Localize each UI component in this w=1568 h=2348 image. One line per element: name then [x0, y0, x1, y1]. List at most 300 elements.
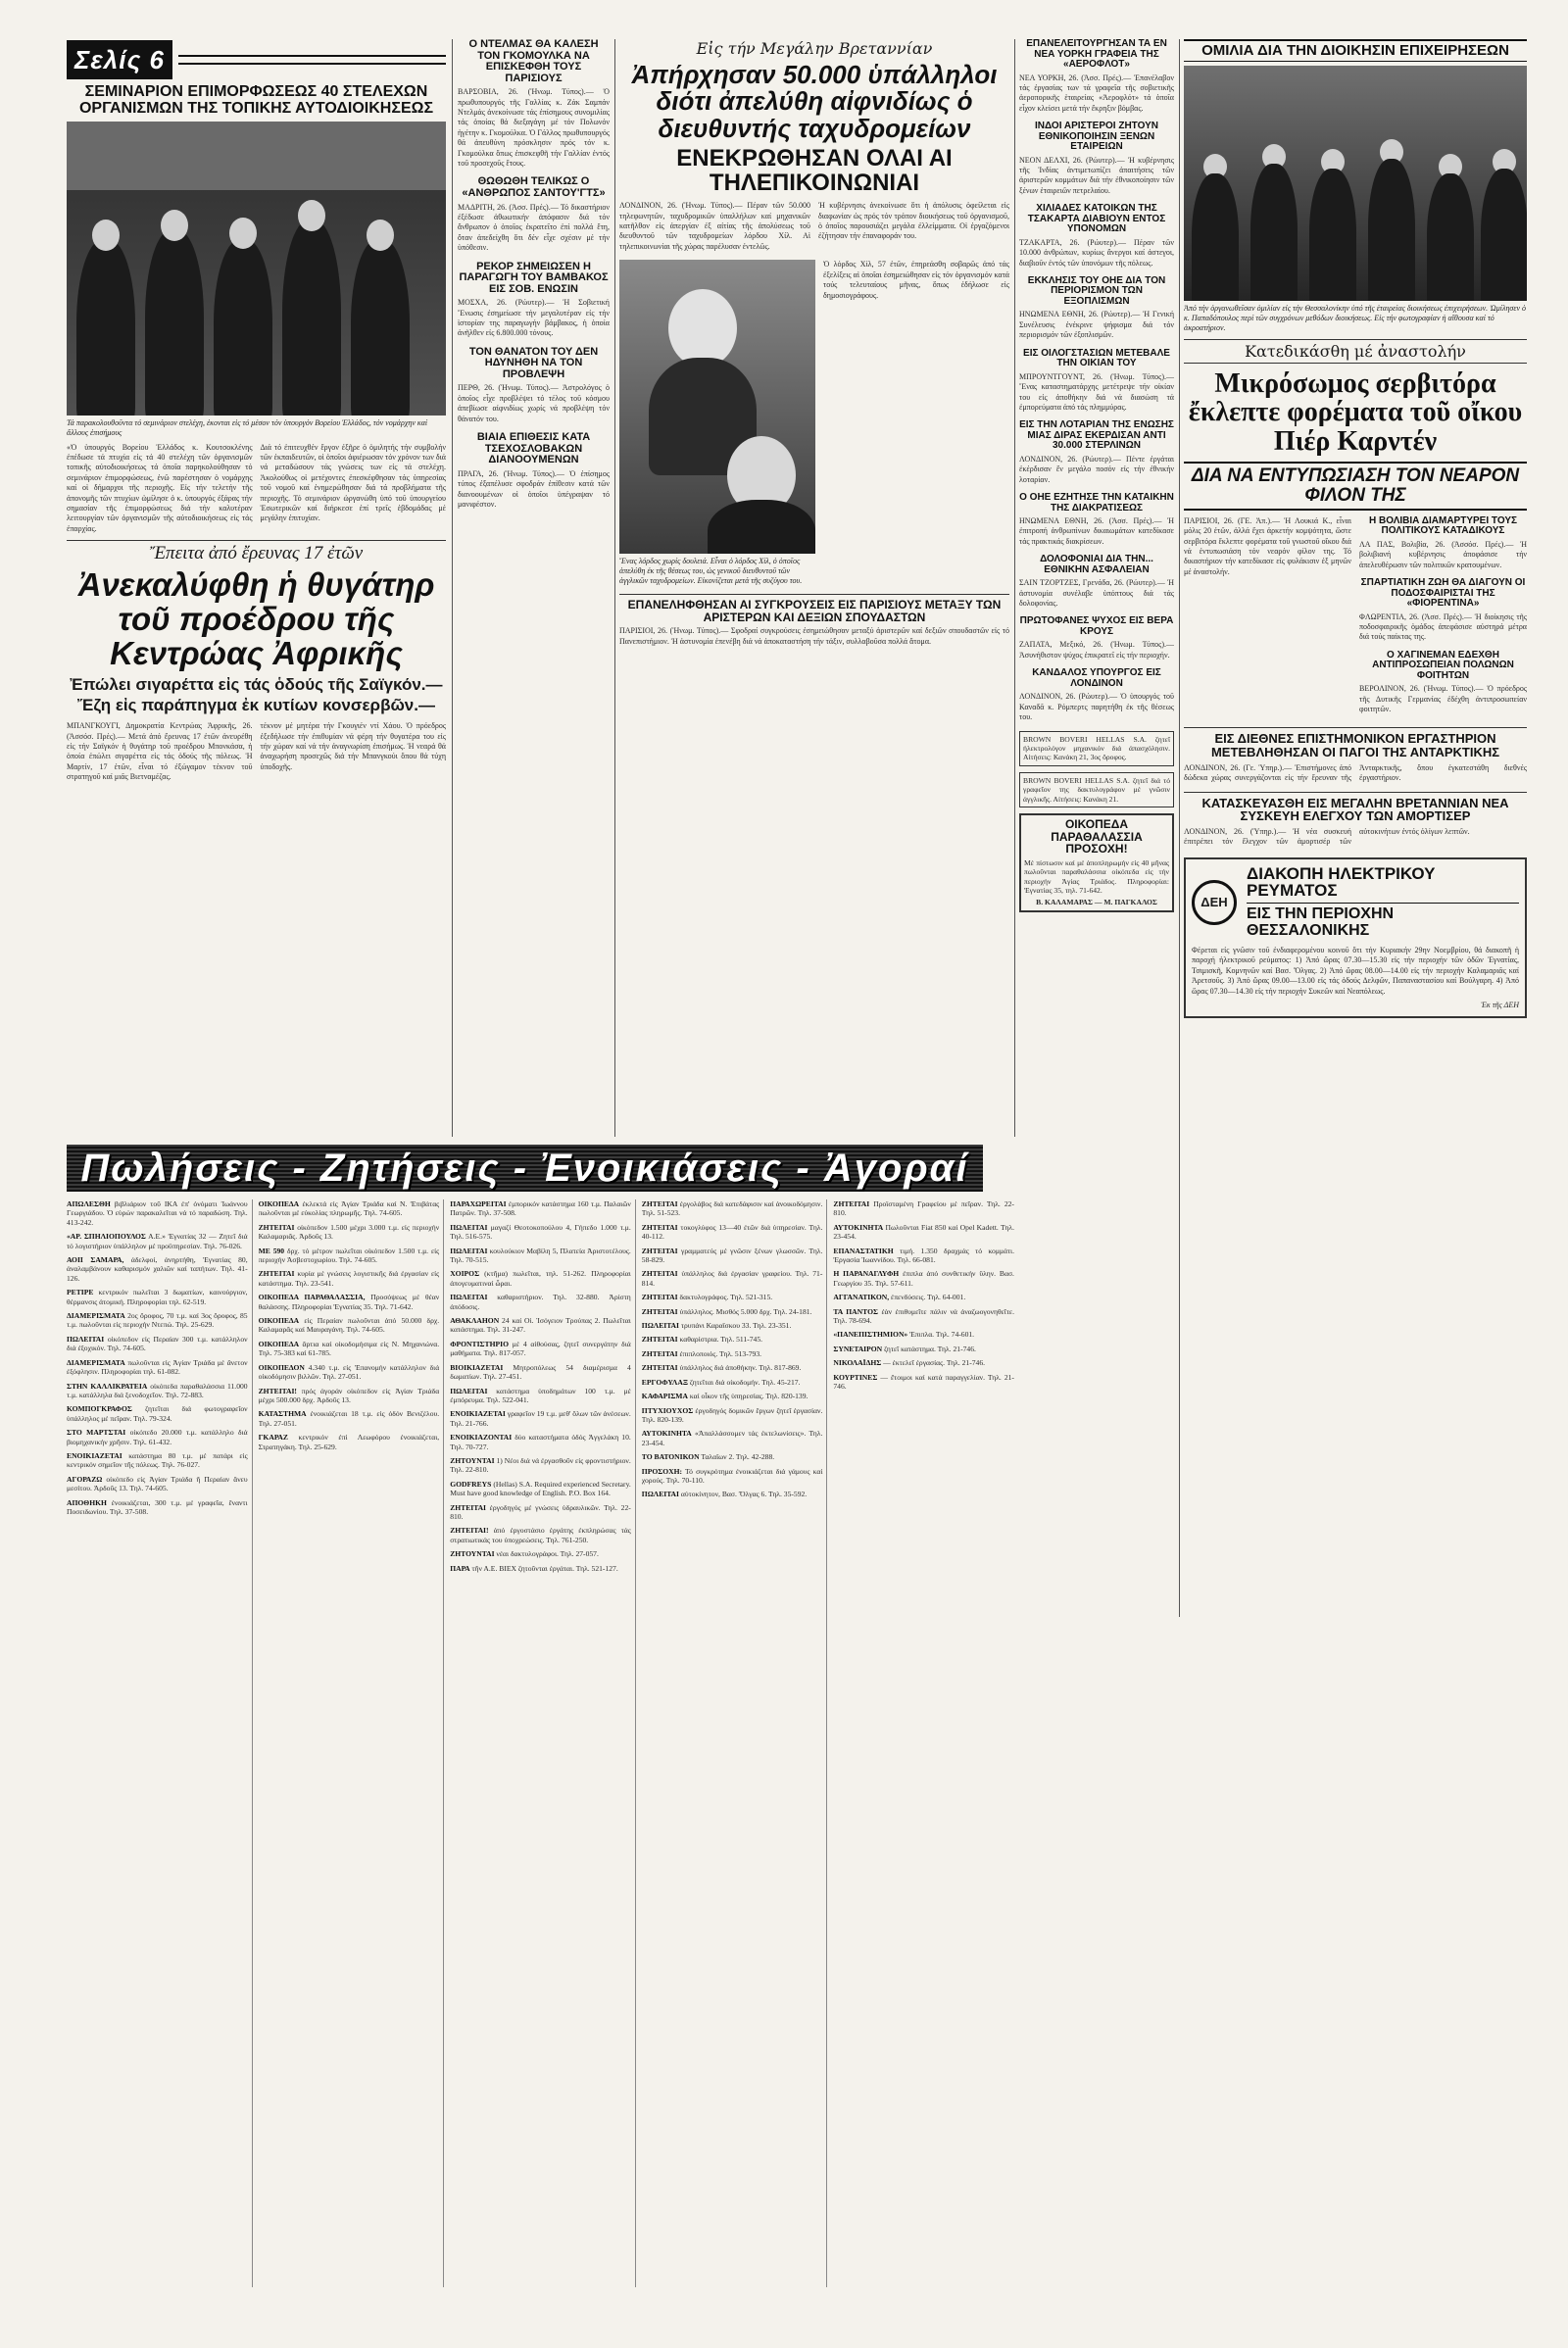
classified-ad	[259, 1223, 440, 1242]
photo-caption: Ἕνας λόρδος χωρίς δουλειά. Εἶναι ὁ λόρδος Χίλ, ὁ ὁποῖος ἀπελύθη ἐκ τῆς θέσεως του, ὡς γενικοῦ διευθυντοῦ τῶν ἀγγλικῶν ταχυδρομείων. Εἰκονίζεται μετά τῆς συζύγου του.	[619, 557, 803, 586]
article-body: ΠΕΡΘ, 26. (Ἠνωμ. Τύπος).— Ἀστρολόγος ὁ ὁποῖος εἶχε προβλέψει τό τέλος τοῦ κόσμου ἀπεβίωσε αἰφνιδίως χωρίς νά προβλέψη τόν θάνατόν του.	[458, 383, 610, 423]
seminar-photo	[67, 122, 446, 416]
classified-ad	[642, 1452, 823, 1461]
classified-ad-text: δρχ. τό μέτρον πωλεῖται οἰκόπεδον 1.500 τ.μ. εἰς περιοχήν Ἀσβεστοχωρίου. Τηλ. 74-605.	[258, 1246, 440, 1265]
classified-ad	[450, 1340, 631, 1358]
headline: ΕΙΣ ΟΙΛΟΓΣΤΑΣΙΩΝ ΜΕΤΕΒΑΛΕ ΤΗΝ ΟΙΚΙΑΝ ΤΟΥ	[1023, 347, 1170, 369]
classified-ad-text: ζητεῖται διά φωτογραφεῖον ὑπάλληλος μέ πεῖραν. Τηλ. 79-324.	[67, 1404, 248, 1423]
classifieds-column	[259, 1199, 445, 2287]
classified-ad	[450, 1223, 631, 1242]
classified-ad	[259, 1409, 440, 1428]
classified-ad	[67, 1382, 248, 1400]
article-body: ΗΝΩΜΕΝΑ ΕΘΝΗ, 26. (Ρώυτερ).— Ἡ Γενική Συνέλευσις ἐνέκρινε ψήφισμα διά τόν περιορισμόν τῶν ἐξοπλισμῶν.	[1019, 310, 1174, 340]
column-rule	[614, 39, 615, 1137]
classified-ad	[833, 1307, 1014, 1326]
classified-ad-lead: ΖΗΤΕΙΤΑΙ!	[450, 1526, 489, 1536]
classified-ad-lead: ΕΠΑΝΑΣΤΑΤΙΚΗ	[833, 1246, 894, 1255]
headline: ΠΡΩΤΟΦΑΝΕΣ ΨΥΧΟΣ ΕΙΣ ΒΕΡΑ ΚΡΟΥΣ	[1019, 615, 1174, 637]
classified-ad: BROWN BOVERI HELLAS S.A. ζητεῖ διά τό γραφεῖον της δακτυλογράφον μέ γνῶσιν ἀγγλικῆς. Αἰτήσεις: Κανάκη 21.	[1023, 775, 1170, 804]
classified-ad-text: ζητεῖ κατάστημα. Τηλ. 21-746.	[882, 1344, 976, 1353]
classified-ad-lead: Η ΠΑΡΑΝΑΓΛΥΦΗ	[833, 1269, 900, 1279]
classified-ad-text: ἄρτια καί οἰκοδομήσιμα εἰς Ν. Μηχανιώνα. Τηλ. 75-383 καί 61-785.	[258, 1339, 440, 1358]
classified-ad-lead: ΠΡΟΣΟΧΗ:	[641, 1466, 683, 1476]
classified-ad	[642, 1392, 823, 1400]
classified-ad-text: γραφεῖον 19 τ.μ. μεθ' ὅλων τῶν ἀνέσεων. Τηλ. 21-766.	[450, 1409, 631, 1428]
headline: ΕΚΚΛΗΣΙΣ ΤΟΥ ΟΗΕ ΔΙΑ ΤΟΝ ΠΕΡΙΟΡΙΣΜΟΝ ΤΩΝ ΕΞΟΠΛΙΣΜΩΝ	[1027, 274, 1166, 307]
headline: ΔΟΛΟΦΟΝΙΑΙ ΔΙΑ ΤΗΝ... ΕΘΝΙΚΗΝ ΑΣΦΑΛΕΙΑΝ	[1040, 554, 1153, 575]
classified-ad-text: βιβλιάριον τοῦ ΙΚΑ ἐπ' ὀνόματι Ἰωάννου Γεωργιάδου. Ὁ εὑρών παρακαλεῖται νά τό παραδώση. Τηλ. 413-242.	[67, 1199, 248, 1227]
classified-ad	[642, 1199, 823, 1218]
classified-ad-text: «Ἀπαλλάσσομεν τάς ἐκτελωνίσεις». Τηλ. 23-454.	[641, 1429, 823, 1447]
classified-ad	[67, 1288, 248, 1306]
classified-ad: Μέ πίστωσιν καί μέ ἀποπληρωμήν εἰς 40 μῆνας πωλοῦνται παραθαλάσσια οἰκόπεδα εἰς τήν περιοχήν Ἁγίας Τριάδος. Πληροφορίαι: Ἐγνατίας 35, τηλ. 71-642.	[1024, 857, 1169, 895]
classified-ad-lead: ΠΑΡΑΧΩΡΕΙΤΑΙ	[450, 1199, 507, 1208]
classified-ad-text: νέαι δακτυλογράφοι. Τηλ. 27-057.	[494, 1549, 599, 1559]
headline-main: Ἀνεκαλύφθη ἡ θυγάτηρ τοῦ προέδρου τῆς Κεντρώας Ἀφρικῆς	[77, 566, 435, 671]
classified-ad-lead: ΑΟΙΙ ΣΑΜΑΡΑ,	[67, 1255, 124, 1265]
classified-ad-lead: ΚΟΥΡΤΙΝΕΣ	[833, 1372, 878, 1382]
classified-ad-text: ἀδελφοί, ἀνηρτήθη, Ἐγνατίας 80, ἀναλαμβάνουν καθαρισμόν χαλιῶν καί ταπήτων. Τηλ. 41-126.	[67, 1255, 248, 1283]
classified-ad-lead: ΤΟ ΒΑΤΟΝΙΚΟΝ	[641, 1452, 700, 1462]
headline-lecture: ΟΜΙΛΙΑ ΔΙΑ ΤΗΝ ΔΙΟΙΚΗΣΙΝ ΕΠΙΧΕΙΡΗΣΕΩΝ	[1184, 39, 1527, 62]
classified-ad-lead: ΖΗΤΕΙΤΑΙ	[641, 1335, 678, 1345]
classified-ad-text: κεντρικόν ἐπί Λεωφόρου ἐνοικιάζεται, Στρατηγάκη. Τηλ. 25-629.	[258, 1433, 440, 1451]
classified-ad	[642, 1467, 823, 1486]
classified-ad-text: ἐπιπλα ἀπό συνθετικήν ὕλην. Βασ. Γεωργίου 35. Τηλ. 57-611.	[833, 1269, 1014, 1288]
kicker: Εἰς τήν Μεγάλην Βρεταννίαν	[696, 39, 933, 58]
article-body: ΠΑΡΙΣΙΟΙ, 26. (Ἠνωμ. Τύπος).— Σφοδραί συγκρούσεις ἐσημειώθησαν μεταξύ ἀριστερῶν καί δεξιῶν σπουδαστῶν εἰς τό Πανεπιστήμιον. Ἡ ἀστυνομία ἐπενέβη διά νά ἀποκαταστήση τήν τάξιν, συλλαβοῦσα πολλά ἄτομα.	[619, 626, 1009, 646]
kicker: Κατεδικάσθη μέ ἀναστολήν	[1184, 339, 1527, 364]
headline: ΘΩΘΩΘΗ ΤΕΛΙΚΩΣ Ο «ΑΝΘΡΩΠΟΣ ΣΑΝΤΟΥ'ΓΤΣ»	[462, 175, 606, 199]
classified-ad-lead: ΣΤΟ ΜΑΡΤΣΤΑΙ	[67, 1428, 126, 1438]
headline: ΣΠΑΡΤΙΑΤΙΚΗ ΖΩΗ ΘΑ ΔΙΑΓΟΥΝ ΟΙ ΠΟΔΟΣΦΑΙΡΙΣΤΑΙ ΤΗΣ «ΦΙΟΡΕΝΤΙΝΑ»	[1360, 577, 1526, 610]
classified-ad	[259, 1387, 440, 1405]
article-body: ΤΖΑΚΑΡΤΑ, 26. (Ρώυτερ).— Πέραν τῶν 10.000 ἀνθρώπων, κυρίως ἄνεργοι καί ἀστεγοι, διαβιοῦν ἐντός τῶν ὑπονόμων τῆς πόλεως.	[1019, 237, 1174, 268]
classified-ad	[642, 1269, 823, 1288]
headline: ΚΑΝΔΑΛΟΣ ΥΠΟΥΡΓΟΣ ΕΙΣ ΛΟΝΔΙΝΟΝ	[1032, 667, 1161, 689]
classified-ad-lead: ΚΑΤΑΣΤΗΜΑ	[258, 1409, 307, 1419]
column-5	[1184, 39, 1527, 2323]
classified-ad-text: ἐπιπλοποιός. Τηλ. 513-793.	[677, 1348, 762, 1358]
classified-ad	[642, 1293, 823, 1301]
classified-ad-lead: ΖΗΤΕΙΤΑΙ	[833, 1199, 870, 1208]
classified-ad-lead: «ΑΡ. ΣΠΗΛΙΟΠΟΥΛΟΣ	[67, 1232, 146, 1242]
classified-ad	[259, 1433, 440, 1451]
subheadline: Ἐπώλει σιγαρέττα εἰς τάς ὁδούς τῆς Σαϊγκόν.— Ἔζη εἰς παράπηγμα ἐκ κυτίων κονσερβῶν.—	[70, 675, 443, 715]
classified-ad	[67, 1255, 248, 1283]
classified-ad-lead: ΟΙΚΟΠΕΔΑ ΠΑΡΑΘΑΛΑΣΣΙΑ,	[258, 1293, 366, 1302]
article-body: ΛΟΝΔΙΝΟΝ, 26. (Γε. Ὑπηρ.).— Ἐπιστήμονες ἀπό δώδεκα χώρας συνεργάζονται εἰς τήν ἔρευναν τῆς Ἀνταρκτικῆς, ὅπου ἐγκατεστάθη διεθνές ἐργαστήριον.	[1184, 762, 1527, 783]
photo-caption: Τά παρακολουθοῦντα τό σεμινάριον στελέχη, ἐκονται εἰς τό μέσον τόν ὑπουργόν Βορείου Ἑλλάδος, τόν νομάρχην καί ἄλλους ἐπισήμους	[67, 417, 428, 437]
classified-ad-text: 1) Νέοι διά νά ἐργασθοῦν εἰς φροντιστήριον. Τηλ. 22-810.	[450, 1455, 631, 1475]
classified-ad	[450, 1387, 631, 1405]
classified-ad-lead: ΖΗΤΕΙΤΑΙ	[641, 1246, 678, 1255]
classified-ad-lead: ΟΙΚΟΠΕΔΟΝ	[258, 1362, 305, 1372]
headline: Ο ΧΑΓΙΝΕΜΑΝ ΕΔΕΧΘΗ ΑΝΤΙΠΡΟΣΩΠΕΙΑΝ ΠΟΛΩΝΩΝ ΦΟΙΤΗΤΩΝ	[1372, 649, 1514, 681]
classified-ad	[450, 1316, 631, 1335]
classified-ad-text: 2ος ὄροφος, 70 τ.μ. καί 3ος ὄροφος, 85 τ.μ. πωλοῦνται εἰς περιοχήν Ντεπώ. Τηλ. 25-629.	[67, 1311, 248, 1330]
classified-ad-text: κουλούκιον Μαβίλη 5, Πλατεία Ἀριστοτέλους. Τηλ. 70-515.	[450, 1246, 631, 1265]
classified-ad-text: καθαρίστρια. Τηλ. 511-745.	[677, 1335, 763, 1345]
classified-ad-lead: ΖΗΤΟΥΝΤΑΙ	[450, 1455, 495, 1465]
classified-box	[1019, 772, 1174, 807]
column-2	[458, 39, 610, 1137]
classified-ad-text: ἀπό ἐργοστάσιο ἐργάτης ἐκπληρώσας τάς στρατιωτικάς του ὑποχρεώσεις. Τηλ. 761-250.	[450, 1526, 631, 1544]
classified-ad-lead: ΕΡΓΟΦΥΛΑΞ	[641, 1377, 688, 1387]
headline-waitress: Μικρόσωμος σερβιτόρα ἔκλεπτε φορέματα τοῦ οἴκου Πιέρ Καρντέν	[1188, 367, 1523, 457]
classified-ad-lead: ΖΗΤΕΙΤΑΙ	[258, 1269, 295, 1279]
headline-telecom: ΕΝΕΚΡΩΘΗΣΑΝ ΟΛΑΙ ΑΙ ΤΗΛΕΠΙΚΟΙΝΩΝΙΑΙ	[676, 144, 953, 197]
classified-ad	[642, 1223, 823, 1242]
classified-ad-text: μαγαζί Θεοτοκοπούλου 4, Γήπεδο 1.000 τ.μ. Τηλ. 516-575.	[450, 1222, 631, 1242]
classified-ad	[642, 1378, 823, 1387]
headline-seminar: ΣΕΜΙΝΑΡΙΟΝ ΕΠΙΜΟΡΦΩΣΕΩΣ 40 ΣΤΕΛΕΧΩΝ ΟΡΓΑΝΙΣΜΩΝ ΤΗΣ ΤΟΠΙΚΗΣ ΑΥΤΟΔΙΟΙΚΗΣΕΩΣ	[78, 83, 434, 117]
headline: ΙΝΔΟΙ ΑΡΙΣΤΕΡΟΙ ΖΗΤΟΥΝ ΕΘΝΙΚΟΠΟΙΗΣΙΝ ΞΕΝΩΝ ΕΤΑΙΡΕΙΩΝ	[1035, 121, 1158, 153]
classified-ad-lead: ΑΓΟΡΑΖΩ	[67, 1474, 103, 1484]
article-body: ΜΟΣΧΑ, 26. (Ρώυτερ).— Ἡ Σοβιετική Ἕνωσις ἐσημείωσε τήν μεγαλυτέραν εἰς τήν ἱστορίαν της παραγωγήν βάμβακος, ἡ ὁποία ἀνῆλθεν εἰς 6.800.000 τόνους.	[458, 298, 610, 338]
article-body: ΜΑΔΡΙΤΗ, 26. (Ἀσσ. Πρές).— Τό δικαστήριον ἐξέδωσε ἀθωωτικήν ἀπόφασιν διά τόν ἄνθρωπον ὁ ὁποῖος ἐκρατεῖτο ἐπί πολλά ἔτη, ὅταν ἀπεδείχθη ὅτι δέν εἶχε σχέσιν μέ τήν ὑπόθεσιν.	[458, 202, 610, 253]
article-body: ΜΠΑΝΓΚΟΥΓΙ, Δημοκρατία Κεντρώας Ἀφρικῆς, 26. (Ἀσσόσ. Πρές).— Μετά ἀπό ἔρευνας 17 ἐτῶν ἀνευρέθη εἰς τήν Σαϊγκόν ἡ θυγάτηρ τοῦ προέδρου Μπονκάσα, ἡ ὁποία ἐπώλει σιγαρέττα εἰς τάς ὁδούς τῆς πόλεως. Ἡ Μαρτίν, 17 ἐτῶν, εἶναι τό ἐξώγαμον τέκνον τοῦ στρατηγοῦ καί μιᾶς Βιετναμέζας.	[67, 721, 253, 782]
lightning-logo-icon	[1192, 880, 1237, 925]
classified-ad-text: — ἔτοιμοι καί κατά παραγγελίαν. Τηλ. 21-746.	[833, 1372, 1014, 1392]
classified-ad	[642, 1321, 823, 1330]
article-body: ΗΝΩΜΕΝΑ ΕΘΝΗ, 26. (Ἀσσ. Πρές).— Ἡ ἐπιτροπή ἀνθρωπίνων δικαιωμάτων κατεδίκασε τάς πρακτικάς διακρίσεων.	[1019, 516, 1174, 546]
classified-ad-text: τοκογλύφος 13—40 ἐτῶν διά ὑπηρεσίαν. Τηλ. 40-112.	[641, 1222, 823, 1242]
classified-ad-text: ἐργοδηγός μέ γνώσεις ὑδραυλικῶν. Τηλ. 22-810.	[450, 1502, 631, 1521]
classified-ad-lead: ΣΤΗΝ ΚΑΛΛΙΚΡΑΤΕΙΑ	[67, 1381, 148, 1391]
classified-ad-lead: ΦΡΟΝΤΙΣΤΗΡΙΟ	[450, 1339, 509, 1348]
classified-ad-lead: ΖΗΤΕΙΤΑΙ	[641, 1293, 678, 1302]
classified-ad-lead: ΖΗΤΕΙΤΑΙ	[641, 1363, 678, 1373]
headline: ΤΟΝ ΘΑΝΑΤΟΝ ΤΟΥ ΔΕΝ ΗΔΥΝΗΘΗ ΝΑ ΤΟΝ ΠΡΟΒΛΕΨΗ	[468, 345, 599, 380]
classified-ad-lead: ΑΓΓΑΝΑΤΙΚΟΝ,	[833, 1293, 890, 1302]
classified-ad	[642, 1247, 823, 1265]
column-3	[619, 39, 1009, 1137]
classified-ad-text: δακτυλογράφος. Τηλ. 521-315.	[677, 1293, 773, 1302]
classified-ad-lead: ΚΑΦΑΡΙΣΜΑ	[641, 1392, 688, 1401]
classified-ad	[259, 1363, 440, 1382]
classified-ad-text: πρός ἀγοράν οἰκόπεδον εἰς Ἀγίαν Τριάδα μέχρι 500.000 δρχ. Ἀρδοῦς 13.	[258, 1386, 440, 1404]
classified-ad-text: οἰκόπεδα παραθαλάσσια 11.000 τ.μ. κατάλληλα διά ξενοδοχεῖον. Τηλ. 72-883.	[67, 1381, 248, 1399]
kicker: Ἔπειτα ἀπό ἔρευνας 17 ἐτῶν	[149, 543, 364, 564]
classified-ad-text: (Hellas) S.A. Required experienced Secretary. Must have good knowledge of English. P.O. Box 164.	[450, 1479, 631, 1498]
classified-ad-text: ζητεῖται διά οἰκοδομήν. Τηλ. 45-217.	[687, 1377, 801, 1387]
classified-ad-lead: ΑΠΩΛΕΣΘΗ	[67, 1199, 111, 1208]
classified-ad-lead: ΣΥΝΕΤΑΙΡΟΝ	[833, 1344, 883, 1353]
article-body: Ἡ κυβέρνησις ἀνεκοίνωσε ὅτι ἡ ἀπόλυσις ὀφείλεται εἰς διαφωνίαν ὡς πρός τόν τρόπον διοικήσεως τοῦ ὀργανισμοῦ, ὁ ὁποῖος παρουσιάζει μεγάλα ἐλλείμματα. Οἱ ἐργαζόμενοι ἐζήτησαν τήν ἐπαναφοράν του.	[818, 201, 1009, 241]
classified-ad	[67, 1428, 248, 1446]
article-body: Διά τό ἐπιτευχθέν ἔργον ἐξῆρε ὁ ὁμιλητής τήν συμβολήν τῶν ἐκπαιδευτῶν, οἱ ὁποῖοι ἀφιέρωσαν τόν χρόνον των διά νά μεταδώσουν τάς γνώσεις των εἰς τά στελέχη. Ἀκολούθως οἱ μετέχοντες ἐπεσκέφθησαν τάς ὑπηρεσίας τοῦ νομοῦ καί ἐνημερώθησαν διά τά προβλήματα τῆς περιοχῆς. Τό σεμινάριον ὠργανώθη ὑπό τοῦ ὑπουργείου Ἐσωτερικῶν καί διήρκεσε ἐπί τρεῖς ἑβδομάδας μέ μεγάλην ἐπιτυχίαν.	[260, 442, 446, 523]
headline-shock-absorber: ΚΑΤΑΣΚΕΥΑΣΘΗ ΕΙΣ ΜΕΓΑΛΗΝ ΒΡΕΤΑΝΝΙΑΝ ΝΕΑ ΣΥΣΚΕΥΗ ΕΛΕΓΧΟΥ ΤΩΝ ΑΜΟΡΤΙΣΕΡ	[1184, 792, 1527, 823]
article-body: ΛΟΝΔΙΝΟΝ, 26. (Ρώυτερ).— Πέντε ἐργάται ἐκέρδισαν ἕν μεγάλο ποσόν εἰς τήν ἐθνικήν λοταρίαν.	[1019, 454, 1174, 484]
article-body: ΝΕΑ ΥΟΡΚΗ, 26. (Ἀσσ. Πρές).— Ἐπανέλαβον τάς ἐργασίας των τά γραφεῖα τῆς σοβιετικῆς ἀεροπορικῆς ἑταιρείας «Ἀεροφλότ» τά ὁποῖα εἶχον κλείσει μετά τήν ἔκρηξιν βόμβας.	[1019, 73, 1174, 113]
headline-antarctic: ΕΙΣ ΔΙΕΘΝΕΣ ΕΠΙΣΤΗΜΟΝΙΚΟΝ ΕΡΓΑΣΤΗΡΙΟΝ ΜΕΤΕΒΛΗΘΗΣΑΝ ΟΙ ΠΑΓΟΙ ΤΗΣ ΑΝΤΑΡΚΤΙΚΗΣ	[1210, 731, 1500, 760]
article-body: ΛΟΝΔΙΝΟΝ, 26. (Ρώυτερ).— Ὁ ὑπουργός τοῦ Καναδᾶ κ. Ρόμπερτς παρητήθη ἐκ τῆς θέσεως του.	[1019, 692, 1174, 722]
classified-box	[1019, 813, 1174, 912]
column-4	[1019, 39, 1174, 1823]
headline: ΧΙΛΙΑΔΕΣ ΚΑΤΟΙΚΩΝ ΤΗΣ ΤΣΑΚΑΡΤΑ ΔΙΑΒΙΟΥΝ ΕΝΤΟΣ ΥΠΟΝΟΜΩΝ	[1027, 203, 1166, 235]
notice-title: ΔΙΑΚΟΠΗ ΗΛΕΚΤΡΙΚΟΥ ΡΕΥΜΑΤΟΣ	[1247, 863, 1436, 901]
classified-ad-lead: ΠΑΡΑ	[450, 1563, 470, 1573]
classified-ad-text: (κτῆμα) πωλεῖται, τηλ. 51-262. Πληροφορίαι ἀπογευματιναί ὧραι.	[450, 1269, 631, 1288]
classified-ad-text: ὑπάλληλος. Μισθός 5.000 δρχ. Τηλ. 24-181.	[677, 1306, 812, 1316]
classified-ad	[450, 1269, 631, 1288]
classified-ad-lead: ΑΠΟΘΗΚΗ	[67, 1497, 107, 1507]
classified-ad	[833, 1293, 1014, 1301]
classified-ad	[67, 1311, 248, 1330]
classified-ad	[642, 1363, 823, 1372]
classified-ad-text: Προϊσταμένη Γραφείου μέ πεῖραν. Τηλ. 22-810.	[833, 1199, 1014, 1218]
classified-ad-lead: ΟΙΚΟΠΕΔΑ	[258, 1339, 300, 1348]
classifieds-column	[450, 1199, 636, 2287]
classified-ad	[642, 1406, 823, 1425]
article-body: ΛΟΝΔΙΝΟΝ, 26. (Ἠνωμ. Τύπος).— Πέραν τῶν 50.000 τηλεφωνητῶν, ταχυδρομικῶν ὑπαλλήλων καί μηχανικῶν κατῆλθον εἰς ἀπεργίαν ἐξ αἰτίας τῆς ἀπολύσεως τοῦ διευθυντοῦ τῶν ταχυδρομείων λόρδου Χίλ. Αἱ τηλεπικοινωνίαι τῆς χώρας παρέλυσαν ἐντελῶς.	[619, 201, 810, 251]
classified-ad-text: κατάστημα ὑποδημάτων 100 τ.μ. μέ ἐμπόρευμα. Τηλ. 522-041.	[450, 1386, 631, 1404]
classified-ad-text: μέ 4 αἰθούσας, ζητεῖ συνεργάτην διά μαθήματα. Τηλ. 817-057.	[450, 1339, 631, 1358]
classified-ad-text: τιμή. 1.350 δραχμάς τό κομμάτι. Ἐργασία Ἰωαννίδου. Τηλ. 66-081.	[833, 1246, 1014, 1265]
article-body: ΝΕΟΝ ΔΕΛΧΙ, 26. (Ρώυτερ).— Ἡ κυβέρνησις τῆς Ἰνδίας ἀντιμετωπίζει ἀπαιτήσεις τῶν ἀριστερῶν κομμάτων διά τήν ἐθνικοποίησιν τῶν ξένων ἑταιρειῶν πετρελαίου.	[1019, 155, 1174, 195]
article-body: «Ὁ ὑπουργός Βορείου Ἑλλάδος κ. Κουτσοκλένης ἐπέδωσε τά πτυχία εἰς τά 40 στελέχη τῶν ὀργανισμῶν τοπικῆς αὐτοδιοικήσεως τά ὁποῖα παρηκολούθησαν τό σεμινάριον ἐπιμορφώσεως, ἐνῶ παρέστησαν ὁ νομάρχης καί οἱ δήμαρχοι τῆς περιοχῆς. Εἰς τήν τελετήν τῆς ἀπονομῆς τῶν πτυχίων ὡμίλησε ὁ κ. ὑπουργός ἐξάρας τήν σημασίαν τῆς ἐπιμορφώσεως διά τήν καλυτέραν λειτουργίαν τῶν ὀργανισμῶν τῆς αὐτοδιοικήσεως εἰς τάς ἐπαρχίας.	[67, 442, 253, 533]
classified-ad-text: ἐργοδηγός δομικῶν ἔργων ζητεῖ ἐργασίαν. Τηλ. 820-139.	[641, 1405, 823, 1424]
classifieds-banner: Πωλήσεις - Ζητήσεις - Ἐνοικιάσεις - Ἀγοραί	[67, 1145, 983, 1192]
classified-ad-lead: ΖΗΤΕΙΤΑΙ	[641, 1269, 678, 1279]
headline-paris: ΕΠΑΝΕΛΗΦΘΗΣΑΝ ΑΙ ΣΥΓΚΡΟΥΣΕΙΣ ΕΙΣ ΠΑΡΙΣΙΟΥΣ ΜΕΤΑΞΥ ΤΩΝ ΑΡΙΣΤΕΡΩΝ ΚΑΙ ΔΕΞΙΩΝ ΣΠΟΥΔΑΣΤΩΝ	[627, 598, 1002, 624]
headline: Ο ΝΤΕΛΜΑΣ ΘΑ ΚΑΛΕΣΗ ΤΟΝ ΓΚΟΜΟΥΛΚΑ ΝΑ ΕΠΙΣΚΕΦΘΗ ΤΟΥΣ ΠΑΡΙΣΙΟΥΣ	[468, 39, 599, 84]
classified-ad-lead: ΟΙΚΟΠΕΔΑ	[258, 1316, 300, 1326]
headline-strike: Ἀπήρχησαν 50.000 ὑπάλληλοι διότι ἀπελύθη αἰφνιδίως ὁ διευθυντής ταχυδρομείων	[631, 60, 998, 143]
classified-ad	[259, 1199, 440, 1218]
classified-ad-text: ἐπενδύσεις. Τηλ. 64-001.	[889, 1293, 966, 1302]
classified-ad	[642, 1307, 823, 1316]
classified-ad-lead: ΧΟΙΡΟΣ	[450, 1269, 480, 1279]
article-body: ΒΕΡΟΛΙΝΟΝ, 26. (Ἠνωμ. Τύπος).— Ὁ πρόεδρος τῆς Δυτικῆς Γερμανίας ἐδέχθη ἀντιπροσωπείαν φοιτητῶν.	[1359, 684, 1527, 714]
headline: ΒΙΑΙΑ ΕΠΙΘΕΣΙΣ ΚΑΤΑ ΤΣΕΧΟΣΛΟΒΑΚΩΝ ΔΙΑΝΟΟΥΜΕΝΩΝ	[476, 431, 591, 466]
classified-ad-lead: ΕΝΟΙΚΙΑΖΟΝΤΑΙ	[450, 1433, 513, 1443]
classified-ad-lead: ΠΩΛΕΙΤΑΙ	[641, 1490, 679, 1499]
classified-ad-text: ἐργολάβος διά κατεδάφισιν καί ἀνοικοδόμησιν. Τηλ. 51-523.	[641, 1199, 823, 1218]
classified-ad-lead: ΕΝΟΙΚΙΑΖΕΤΑΙ	[450, 1409, 506, 1419]
classified-ad-lead: ΠΩΛΕΙΤΑΙ	[450, 1222, 488, 1232]
classified-ad	[259, 1293, 440, 1311]
classified-ad-lead: ΖΗΤΕΙΤΑΙ	[641, 1348, 678, 1358]
headline: Η ΒΟΛΙΒΙΑ ΔΙΑΜΑΡΤΥΡΕΙ ΤΟΥΣ ΠΟΛΙΤΙΚΟΥΣ ΚΑΤΑΔΙΚΟΥΣ	[1369, 514, 1517, 537]
classified-ad: Β. ΚΑΛΑΜΑΡΑΣ — Μ. ΠΑΓΚΑΛΟΣ	[1036, 898, 1157, 907]
classified-box	[1019, 731, 1174, 766]
classified-ad-lead: ΤΑ ΠΑΝΤΟΣ	[833, 1306, 878, 1316]
classified-ad	[450, 1247, 631, 1265]
classified-ad-lead: ΒΙΟΙΚΙΑΖΕΤΑΙ	[450, 1362, 504, 1372]
article-body: ΣΑΙΝ ΤΖΟΡΤΖΕΣ, Γρενάδα, 26. (Ρώυτερ).— Ἡ ἀστυνομία συνέλαβε ὑπόπτους διά τάς δολοφονίας.	[1019, 578, 1174, 609]
classified-ad-lead: ΕΝΟΙΚΙΑΖΕΤΑΙ	[67, 1450, 122, 1460]
classified-ad	[450, 1293, 631, 1311]
lecture-photo	[1184, 66, 1527, 301]
classified-ad-lead: ΖΗΤΟΥΝΤΑΙ	[450, 1549, 495, 1559]
classified-ad-lead: ΡΕΤΙΡΕ	[67, 1288, 94, 1297]
classified-ad	[450, 1363, 631, 1382]
article-body: ΛΑ ΠΑΣ, Βολιβία, 26. (Ἀσσόσ. Πρές).— Ἡ βολιβιανή κυβέρνησις ἀποφάσισε τήν ἀπελευθέρωσιν τῶν πολιτικῶν κρατουμένων.	[1359, 539, 1527, 569]
article-body: ΛΟΝΔΙΝΟΝ, 26. (Ὑπηρ.).— Ἡ νέα συσκευή ἐπιτρέπει τόν ἔλεγχον τῶν ἀμορτισέρ τῶν αὐτοκινήτων ἐντός ὀλίγων λεπτῶν.	[1184, 826, 1470, 847]
ad-title: ΟΙΚΟΠΕΔΑ ΠΑΡΑΘΑΛΑΣΣΙΑ ΠΡΟΣΟΧΗ!	[1051, 816, 1143, 856]
classified-ad	[67, 1498, 248, 1517]
classified-ad-text: Προσόψεως μέ θέαν θαλάσσης. Πληροφορίαι Ἐγνατίας 35. Τηλ. 71-642.	[258, 1293, 440, 1311]
classified-ad	[833, 1345, 1014, 1353]
classified-ad	[259, 1340, 440, 1358]
classified-ad-lead: ΓΚΑΡΑΖ	[258, 1433, 288, 1443]
classified-ad	[259, 1247, 440, 1265]
classified-ad-lead: ΟΙΚΟΠΕΔΑ	[258, 1199, 300, 1208]
classified-ad-lead: ΑΥΤΟΚΙΝΗΤΑ	[833, 1222, 884, 1232]
classified-ad	[833, 1373, 1014, 1392]
classified-ad-text: ἐνοικιάζεται 18 τ.μ. εἰς ὁδόν Βενιζέλου. Τηλ. 27-051.	[258, 1409, 440, 1428]
classified-ad-text: ἐκλεκτά εἰς Ἁγίαν Τριάδα καί Ν. Ἐπιβάτας πωλοῦνται μέ εὐκολίας πληρωμῆς. Τηλ. 74-605.	[258, 1199, 440, 1218]
classified-ad-text: κεντρικόν πωλεῖται 3 δωματίων, καινούργιον, θέρμανσις ἀτομική. Πληροφορίαι τηλ. 62-519.	[67, 1288, 248, 1306]
section-logo: Σελίς 6	[67, 40, 172, 79]
classified-ad	[450, 1480, 631, 1498]
classified-ad	[450, 1199, 631, 1218]
article-body: ΠΑΡΙΣΙΟΙ, 26. (ΓΕ. Ἀπ.).— Ἡ Λουκιά Κ., εἶναι μόλις 20 ἐτῶν, ἀλλά ἔχει ἀρκετήν κομψότητα, ὥστε σερβιτόρα ἔκλεπτε φορέματα τοῦ γνωστοῦ οἴκου διά νά ἐντυπωσιάση τόν νεαρόν φίλον της. Τό δικαστήριον τήν κατεδίκασε εἰς φυλάκισιν ἐξ μηνῶν μέ ἀναστολήν.	[1184, 515, 1351, 576]
column-1	[67, 39, 446, 1137]
classified-ad-lead: ΠΩΛΕΙΤΑΙ	[450, 1246, 488, 1255]
classified-ad-text: οἰκόπεδον 1.500 μέχρι 3.000 τ.μ. εἰς περιοχήν Καλαμαριᾶς. Ἀρδοῦς 13.	[258, 1222, 440, 1242]
article-body: ΦΛΩΡΕΝΤΙΑ, 26. (Ἀσσ. Πρές).— Ἡ διοίκησις τῆς ποδοσφαιρικῆς ὁμάδος ἀπεφάσισε αὐστηρά μέτρα διά τούς παίκτας της.	[1359, 611, 1527, 642]
classified-ad-text: Τό συγκρότημα ἐνοικιάζεται διά γάμους καί χορούς. Τηλ. 70-110.	[641, 1466, 823, 1485]
classified-ad-lead: ΖΗΤΕΙΤΑΙ	[641, 1306, 678, 1316]
classifieds-column	[833, 1199, 1014, 2287]
classified-ad-lead: ΚΟΜΠΟΓΚΡΑΦΟΣ	[67, 1404, 132, 1414]
classified-ad-text: οἰκόπεδον εἰς Περαίαν 300 τ.μ. κατάλληλον διά ἐξοχικόν. Τηλ. 74-605.	[67, 1334, 248, 1353]
classified-ad-text: Α.Ε.» Ἐγνατίας 32 — Ζητεῖ διά τό λογιστήριον ὑπάλληλον μέ προϋπηρεσίαν. Τηλ. 76-026.	[67, 1232, 248, 1250]
article-body: ΒΑΡΣΟΒΙΑ, 26. (Ἠνωμ. Τύπος).— Ὁ πρωθυπουργός τῆς Γαλλίας κ. Ζάκ Σαμπάν Ντελμάς ἀνεκοίνωσε τάς ἐπίσημους συνομιλίας τάς ὁποίας θά διεξαγάγη μέ τόν Πολωνόν ἡγέτην κ. Γκομούλκα. Ὁ Γάλλος πρωθυπουργός θά ἀπευθύνη πρόσκλησιν πρός τόν κ. Γκομούλκα ὅπως ἐπισκεφθῆ τήν Γαλλίαν ἐντός τοῦ προσεχοῦς ἔτους.	[458, 87, 610, 169]
classified-ad	[833, 1247, 1014, 1265]
column-rule	[452, 39, 453, 1137]
classified-ad-text: καθαριστήριον. Τηλ. 32-880. Ἀρίστη ἀπόδοσις.	[450, 1293, 631, 1311]
classified-ad-text: ὑπάλληλος διά ἐργασίαν γραφείου. Τηλ. 71-814.	[641, 1269, 823, 1288]
classified-ad-lead: ΠΤΥΧΙΟΥΧΟΣ	[641, 1405, 694, 1415]
classified-ad-lead: ΑΘΑΚΛΑΗΟΝ	[450, 1316, 500, 1326]
classified-ad-text: ἐμπορικόν κατάστημα 160 τ.μ. Παλαιῶν Πατρῶν. Τηλ. 37-508.	[450, 1199, 631, 1218]
classified-ad-text: κυρία μέ γνώσεις λογιστικῆς διά ἐργασίαν εἰς κατάστημα. Τηλ. 23-541.	[258, 1269, 440, 1288]
classified-ad-lead: «ΠΑΝΕΠΙΣΤΗΜΙΟΝ»	[833, 1330, 908, 1340]
classified-ad-text: οἰκόπεδο εἰς Ἁγίαν Τριάδα ἤ Περαίαν ἄνευ μεσίτου. Ἀρδοῦς 13. Τηλ. 74-605.	[67, 1474, 248, 1493]
classified-ad-lead: ΖΗΤΕΙΤΑΙ	[258, 1222, 295, 1232]
classified-ad	[450, 1526, 631, 1544]
classifieds-column	[67, 1199, 253, 2287]
classified-ad-text: πωλοῦνται εἰς Ἀγίαν Τριάδα μέ ἄνετον ἐξόφλησιν. Πληροφορίαι τηλ. 61-082.	[67, 1357, 248, 1377]
classified-ad-lead: ΑΥΤΟΚΙΝΗΤΑ	[641, 1429, 692, 1439]
classified-ad-lead: ΝΙΚΟΛΑΪΔΗΣ	[833, 1358, 882, 1368]
power-outage-notice	[1184, 857, 1527, 1019]
classified-ad-text: τῆν Α.Ε. ΒΙΕΧ ζητοῦνται ἐργάται. Τηλ. 521-127.	[469, 1563, 618, 1573]
classified-ad-lead: ΜΕ 590	[258, 1246, 285, 1255]
classified-ad-lead: ΔΙΑΜΕΡΙΣΜΑΤΑ	[67, 1311, 125, 1321]
classified-ad-text: κατάστημα 80 τ.μ. μέ πατάρι εἰς κεντρικόν σημεῖον τῆς πόλεως. Τηλ. 76-027.	[67, 1450, 248, 1470]
classified-ad-text: Ἐπιπλα. Τηλ. 74-601.	[907, 1330, 975, 1340]
classified-ad-lead: ΖΗΤΕΙΤΑΙ	[450, 1502, 487, 1512]
classified-ad	[67, 1232, 248, 1250]
notice-subtitle: ΕΙΣ ΤΗΝ ΠΕΡΙΟΧΗΝ ΘΕΣΣΑΛΟΝΙΚΗΣ	[1247, 905, 1395, 940]
classified-ad	[833, 1223, 1014, 1242]
article-body: ΠΡΑΓΑ, 26. (Ἠνωμ. Τύπος).— Ὁ ἐπίσημος τύπος ἐξαπέλυσε σφοδράν ἐπίθεσιν κατά τῶν διανοουμένων οἱ ὁποῖοι ὑπέγραψαν τό μανιφέστον.	[458, 468, 610, 509]
notice-body: Φέρεται εἰς γνῶσιν τοῦ ἐνδιαφερομένου κοινοῦ ὅτι τήν Κυριακήν 29ην Νοεμβρίου, θά διακοπῆ ἡ παροχή ἠλεκτρικοῦ ρεύματος: 1) Ἀπό ὥρας 07.30—15.30 εἰς τήν περιοχήν τῶν ὁδῶν Ἐγνατίας, Τσιμισκῆ, Κομνηνῶν καί Βασ. Ὄλγας. 2) Ἀπό ὥρας 08.00—14.00 εἰς τήν περιοχήν Καλαμαριᾶς καί Ἀρετσοῦς. 3) Ἀπό ὥρας 09.00—13.00 εἰς τάς ὁδούς Δελφῶν, Παπαναστασίου καί Βούλγαρη. 4) Ἀπό ὥρας 07.30—14.30 εἰς τήν περιοχήν Συκεῶν καί Νεαπόλεως.	[1192, 945, 1519, 996]
article-body: ΜΠΡΟΥΝΤΓΟΥΝΤ, 26. (Ἠνωμ. Τύπος).— Ἕνας καταστηματάρχης μετέτρεψε τήν οἰκίαν του εἰς ἀποθήκην διά νά διασώση τά ἐμπορεύματα ἀπό τάς πλημμύρας.	[1019, 371, 1174, 412]
column-rule	[1014, 39, 1015, 1137]
classified-ad-text: οἰκόπεδο 20.000 τ.μ. κατάλληλο διά βιομηχανικήν χρῆσιν. Τηλ. 61-432.	[67, 1428, 248, 1446]
classified-ad-text: δύο καταστήματα ὁδός Ἀγγελάκη 10. Τηλ. 70-727.	[450, 1433, 631, 1451]
classified-ad-lead: ΖΗΤΕΙΤΑΙ	[641, 1199, 678, 1208]
classified-ad-text: Μητροπόλεως 54 διαμέρισμα 4 δωματίων. Τηλ. 27-451.	[450, 1362, 631, 1382]
classified-ad	[67, 1404, 248, 1423]
classified-ad	[450, 1433, 631, 1451]
classified-ad-lead: GODFREYS	[450, 1479, 492, 1489]
classified-ad-text: Πωλοῦνται Fiat 850 καί Opel Kadett. Τηλ. 23-454.	[833, 1222, 1014, 1242]
classified-ad	[833, 1269, 1014, 1288]
article-body: τέκνον μέ μητέρα τήν Γκουγιέν ντί Χάου. Ὁ πρόεδρος ἐξεδήλωσε τήν ἐπιθυμίαν νά φέρη τήν θυγατέρα του εἰς τήν χώραν καί νά τήν ἀναγνωρίση ἐπισήμως. Ἡ νεαρά θά ἀναχωρήση προσεχῶς διά τήν Μπανγκούι ὅπου θά τύχη ὑποδοχῆς.	[260, 721, 446, 771]
notice-logo-text: ΔΕΗ	[1200, 895, 1228, 910]
classified-ad-text: — ἐκτελεῖ ἐργασίας. Τηλ. 21-746.	[881, 1358, 986, 1368]
classified-ad	[259, 1316, 440, 1335]
classified-ad	[833, 1199, 1014, 1218]
classified-ad-lead: ΖΗΤΕΙΤΑΙ!	[258, 1386, 297, 1395]
classified-ad-text: ἐὰν ἐπιθυμεῖτε πάλιν νά ἀναζωογονηθεῖτε. Τηλ. 78-694.	[833, 1306, 1014, 1326]
headline: ΕΠΑΝΕΛΕΙΤΟΥΡΓΗΣΑΝ ΤΑ ΕΝ ΝΕΑ ΥΟΡΚΗ ΓΡΑΦΕΙΑ ΤΗΣ «ΑΕΡΟΦΛΟΤ»	[1026, 39, 1167, 70]
classified-ad-text: τρυπάνι Καραΐσκου 33. Τηλ. 23-351.	[679, 1321, 792, 1331]
classified-ad	[67, 1475, 248, 1493]
classified-ad	[450, 1503, 631, 1522]
classified-ad	[450, 1549, 631, 1558]
classified-ad-text: 4.340 τ.μ. εἰς Ἐπανομήν κατάλληλον διά οἰκοδόμησιν βιλλῶν. Τηλ. 27-051.	[258, 1362, 440, 1382]
classifieds-grid	[67, 1199, 1014, 2287]
column-rule	[1179, 39, 1180, 1617]
classified-ad	[67, 1335, 248, 1353]
article-body: Ὁ λόρδος Χίλ, 57 ἐτῶν, ἐπηρεάσθη σοβαρῶς ἀπό τάς ἐξελίξεις αἱ ὁποῖαι ἐσημειώθησαν εἰς τόν ὀργανισμόν κατά τούς τελευταίους μῆνας, ὅπως ἐδήλωσε εἰς δημοσιογράφους.	[823, 260, 1009, 300]
classified-ad-lead: ΠΩΛΕΙΤΑΙ	[67, 1334, 105, 1344]
classified-ad	[642, 1490, 823, 1498]
classified-ad: BROWN BOVERI HELLAS S.A. ζητεῖ ἠλεκτρολόγον μηχανικόν διά ἀπασχόλησιν. Αἰτήσεις: Κανάκη 21, 3ος ὄροφος.	[1023, 734, 1170, 762]
classifieds-column	[642, 1199, 828, 2287]
classified-ad	[642, 1335, 823, 1344]
classified-ad-lead: ΠΩΛΕΙΤΑΙ	[450, 1293, 488, 1302]
headline: ΕΙΣ ΤΗΝ ΛΟΤΑΡΙΑΝ ΤΗΣ ΕΝΩΣΗΣ ΜΙΑΣ ΔΙΡΑΣ ΕΚΕΡΔΙΣΑΝ ΑΝΤΙ 30.000 ΣΤΕΡΛΙΝΩΝ	[1019, 419, 1174, 452]
classified-ad-text: ὑπάλληλος διά ἀποθήκην. Τηλ. 817-869.	[677, 1363, 802, 1373]
notice-signature: Ἐκ τῆς ΔΕΗ	[1481, 1000, 1519, 1009]
classified-ad	[642, 1349, 823, 1358]
headline: Ο ΟΗΕ ΕΖΗΤΗΣΕ ΤΗΝ ΚΑΤΑΙΚΗΝ ΤΗΣ ΔΙΑΚΡΑΤΙΣΕΩΣ	[1019, 492, 1174, 514]
classified-ad-text: γραμματεύς μέ γνῶσιν ξένων γλωσσῶν. Τηλ. 58-829.	[641, 1246, 823, 1265]
classified-ad-text: ἐνοικιάζεται, 300 τ.μ. μέ γραφεῖα, ἔναντι Ποσειδωνίου. Τηλ. 37-508.	[67, 1497, 248, 1516]
lord-hill-photo	[619, 260, 815, 554]
classified-ad	[833, 1358, 1014, 1367]
article-body: ΖΑΠΑΤΑ, Μεξικό, 26. (Ἠνωμ. Τύπος).— Ἀσυνήθιστον ψύχος ἐπικρατεῖ εἰς τήν περιοχήν.	[1019, 640, 1174, 660]
classified-ad	[642, 1429, 823, 1447]
classified-ad	[67, 1451, 248, 1470]
classified-ad-text: εἰς Περαίαν πωλοῦνται ἀπό 50.000 δρχ. Καλαμαρᾶς καί Μαυραγάνη. Τηλ. 74-605.	[258, 1316, 440, 1335]
classified-ad-text: 24 καί Οἱ. Ἰσόγειον Τρούπας 2. Πωλεῖται κατάστημα. Τηλ. 31-247.	[450, 1316, 631, 1335]
classified-ad	[67, 1358, 248, 1377]
subheadline: ΔΙΑ ΝΑ ΕΝΤΥΠΩΣΙΑΣΗ ΤΟΝ ΝΕΑΡΟΝ ΦΙΛΟΝ ΤΗΣ	[1184, 462, 1527, 511]
classified-ad	[450, 1409, 631, 1428]
classified-ad	[259, 1269, 440, 1288]
classified-ad-text: Ταλαΐων 2. Τηλ. 42-288.	[699, 1452, 775, 1462]
headline: ΡΕΚΟΡ ΣΗΜΕΙΩΣΕΝ Η ΠΑΡΑΓΩΓΗ ΤΟΥ ΒΑΜΒΑΚΟΣ ΕΙΣ ΣΟΒ. ΕΝΩΣΙΝ	[459, 260, 609, 295]
classified-ad-lead: ΖΗΤΕΙΤΑΙ	[641, 1222, 678, 1232]
classified-ad-text: αὐτοκίνητον, Βασ. Ὄλγας 6. Τηλ. 35-592.	[679, 1490, 808, 1499]
classified-ad-lead: ΔΙΑΜΕΡΙΣΜΑΤΑ	[67, 1357, 125, 1367]
classified-ad	[450, 1564, 631, 1573]
classified-ad-text: καί οἶκον τῆς ὑπηρεσίας. Τηλ. 820-139.	[687, 1392, 808, 1401]
classified-ad-lead: ΠΩΛΕΙΤΑΙ	[450, 1386, 488, 1395]
classified-ad-lead: ΠΩΛΕΙΤΑΙ	[641, 1321, 679, 1331]
classified-ad	[67, 1199, 248, 1227]
